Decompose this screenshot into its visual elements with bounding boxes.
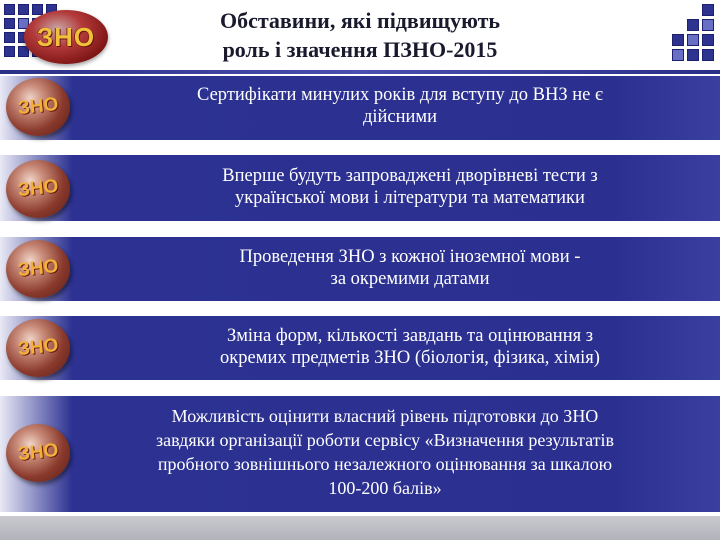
item-text <box>180 246 640 290</box>
decor-grid-right <box>672 4 714 61</box>
logo-text: ЗНО <box>36 21 96 52</box>
item-line: Проведення ЗНО з кожної іноземної мови - <box>239 247 581 267</box>
list-item <box>0 76 720 140</box>
item-text <box>160 325 660 369</box>
item-text <box>70 404 700 500</box>
list-item <box>0 155 720 221</box>
zno-bullet-icon <box>6 319 70 377</box>
item-line: Зміна форм, кількості завдань та оцінювання з <box>226 326 594 346</box>
title-line-1: Обставини, які підвищують <box>219 8 501 33</box>
zno-logo <box>24 10 108 64</box>
slide-header <box>0 0 720 78</box>
bullet-label: ЗНО <box>16 439 60 466</box>
footer-bar <box>0 516 720 540</box>
item-line: 100-200 балів» <box>328 478 442 498</box>
list-item <box>0 396 720 512</box>
bullet-label: ЗНО <box>16 175 60 202</box>
item-line: пробного зовнішнього незалежного оцінювання за шкалою <box>157 454 613 474</box>
zno-bullet-icon <box>6 424 70 482</box>
item-line: завдяки організації роботи сервісу «Визначення результатів <box>156 430 614 450</box>
item-text <box>135 165 685 209</box>
zno-bullet-icon <box>6 160 70 218</box>
item-line: за окремими датами <box>330 269 490 289</box>
list-item <box>0 316 720 380</box>
item-line: дійсними <box>362 107 438 127</box>
item-text <box>110 84 690 128</box>
item-line: окремих предметів ЗНО (біологія, фізика, хімія) <box>220 348 600 368</box>
list-item <box>0 237 720 301</box>
item-line: Сертифікати минулих років для вступу до ВНЗ не є <box>197 85 603 105</box>
item-line: Вперше будуть запроваджені дворівневі тести з <box>222 166 598 186</box>
bullet-label: ЗНО <box>16 93 60 120</box>
zno-bullet-icon <box>6 78 70 136</box>
item-line: Можливість оцінити власний рівень підготовки до ЗНО <box>171 406 599 426</box>
bullet-label: ЗНО <box>16 334 60 361</box>
bullet-label: ЗНО <box>16 255 60 282</box>
zno-bullet-icon <box>6 240 70 298</box>
header-divider <box>0 70 720 74</box>
item-line: української мови і літератури та математики <box>235 188 585 208</box>
title-line-2: роль і значення ПЗНО-2015 <box>222 37 498 62</box>
page-title <box>150 6 570 64</box>
